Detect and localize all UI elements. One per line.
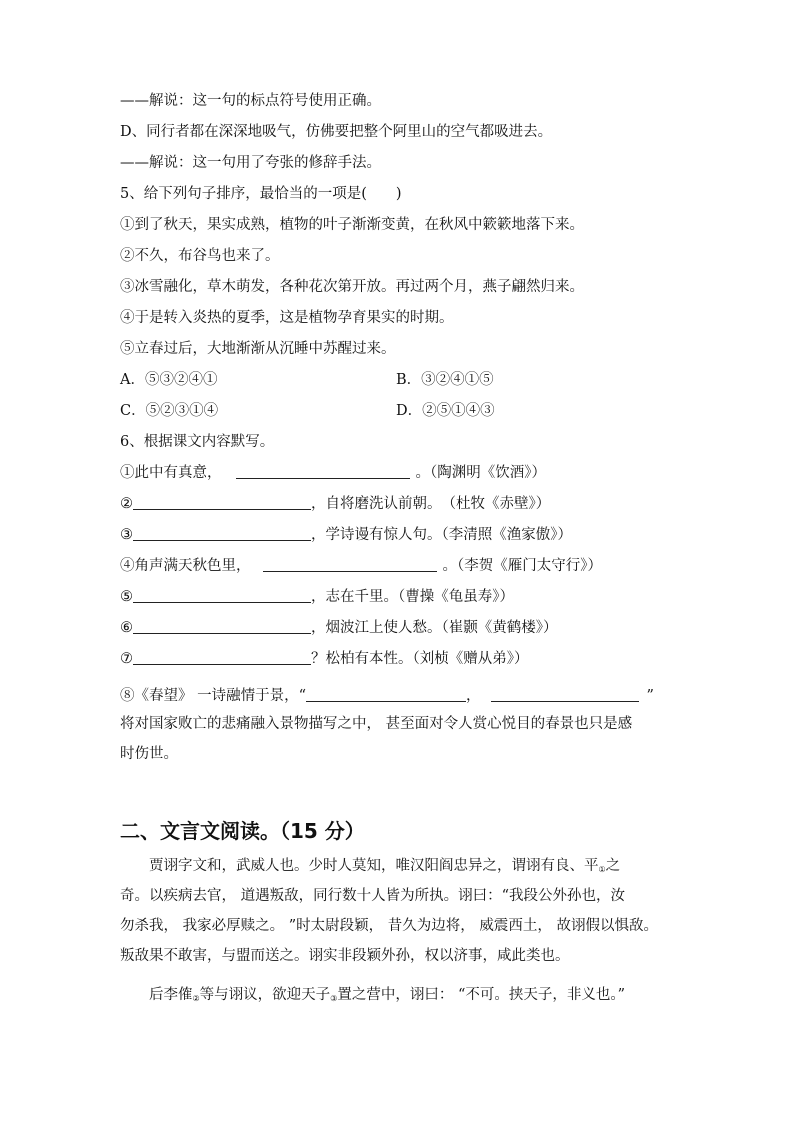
answer-blank[interactable] [133,650,311,665]
q5-option-a: A．⑤③②④① [120,372,218,388]
q6-item-8-mid: ， [466,688,481,704]
q6-line-1-pre: ①此中有真意， [120,465,222,481]
note-d: ——解说：这一句用了夸张的修辞手法。 [120,155,381,171]
q6-line-3-post: ，学诗谩有惊人句。（李清照《渔家傲》） [311,527,572,543]
q6-line-3-pre: ③ [120,527,133,543]
q6-item-8 [120,686,654,706]
q5-item-4: ④于是转入炎热的夏季，这是植物孕育果实的时期。 [120,310,454,326]
q5-option-c: C．⑤②③①④ [120,403,219,419]
q6-line-1-post: 。（陶渊明《饮酒》） [415,465,546,481]
passage-line-1-b: 之 [605,858,621,874]
answer-blank[interactable] [306,687,466,702]
footnote-marker-2: ② [192,994,200,1003]
q5-item-3: ③冰雪融化，草木萌发，各种花次第开放。再过两个月，燕子翩然归来。 [120,279,584,295]
answer-blank[interactable] [133,588,311,603]
section-heading: 二、文言文阅读。（15 分） [120,819,365,843]
q6-line-3 [120,525,572,545]
q6-line-2-pre: ② [120,496,133,512]
q5-item-1: ①到了秋天，果实成熟，植物的叶子渐渐变黄，在秋风中簌簌地落下来。 [120,217,584,233]
q6-line-2-post: ，自将磨洗认前朝。 （杜牧《赤壁》） [311,496,551,512]
q6-line-7-pre: ⑦ [120,651,133,667]
q6-line-5-post: ，志在千里。（曹操《龟虽寿》） [311,589,514,605]
passage-line-1-a: 贾诩字文和，武威人也。少时人莫知，唯汉阳阎忠异之，谓诩有良、平 [149,858,599,874]
note-c: ——解说：这一句的标点符号使用正确。 [120,93,381,109]
q6-line-1 [120,463,546,483]
passage-line-5-b: 等与诩议，欲迎天子 [199,987,331,1003]
answer-blank[interactable] [133,526,311,541]
passage-line-4: 叛敌果不敢害，与盟而送之。诩实非段颖外孙，权以济事，咸此类也。 [120,948,570,964]
q6-line-4 [120,556,602,576]
answer-blank[interactable] [133,619,311,634]
q5-option-b: B．③②④①⑤ [396,372,494,388]
option-d: D、同行者都在深深地吸气，仿佛要把整个阿里山的空气都吸进去。 [120,124,553,140]
footnote-marker-3: ③ [330,994,338,1003]
passage-line-3: 勿杀我， 我家必厚赎之。 ”时太尉段颖， 昔久为边将， 威震西土， 故诩假以惧敌。 [120,918,658,934]
q5-item-2: ②不久，布谷鸟也来了。 [120,248,280,264]
q6-line-5 [120,587,514,607]
passage-line-2: 奇。以疾病去官， 道遇叛敌，同行数十人皆为所执。诩曰：“我段公外孙也，汝 [120,888,626,904]
q6-line-7-post: ？松柏有本性。（刘桢《赠从弟》） [311,651,529,667]
passage-line-1 [149,856,620,880]
answer-blank[interactable] [236,464,410,479]
q6-line-7 [120,649,529,669]
footnote-marker-1: ① [598,865,606,874]
answer-blank[interactable] [263,557,437,572]
passage-line-5 [149,985,625,1009]
q5-item-5: ⑤立春过后，大地渐渐从沉睡中苏醒过来。 [120,341,396,357]
q6-line-6 [120,618,558,638]
answer-blank[interactable] [491,687,639,702]
q6-line-2 [120,494,550,514]
passage-line-5-a: 后李傕 [149,987,193,1003]
question-5-stem: 5、给下列句子排序，最恰当的一项是( ) [120,186,402,202]
passage-line-5-c: 置之营中，诩曰： “不可。挟天子，非义也。” [337,987,626,1003]
q5-option-d: D．②⑤①④③ [396,403,495,419]
q6-line-5-pre: ⑤ [120,589,133,605]
q6-item-8-post: ” [646,688,654,704]
q6-line-6-pre: ⑥ [120,620,133,636]
q6-item-8-pre: ⑧《春望》 一诗融情于景，“ [120,688,307,704]
question-6-stem: 6、根据课文内容默写。 [120,434,275,450]
q6-line-4-post: 。（李贺《雁门太守行》） [442,558,602,574]
q6-item-8-cont2: 时伤世。 [120,746,178,762]
q6-line-6-post: ，烟波江上使人愁。（崔颢《黄鹤楼》） [311,620,558,636]
answer-blank[interactable] [133,495,311,510]
q6-line-4-pre: ④角声满天秋色里， [120,558,251,574]
q6-item-8-cont1: 将对国家败亡的悲痛融入景物描写之中， 甚至面对令人赏心悦目的春景也只是感 [120,716,633,732]
